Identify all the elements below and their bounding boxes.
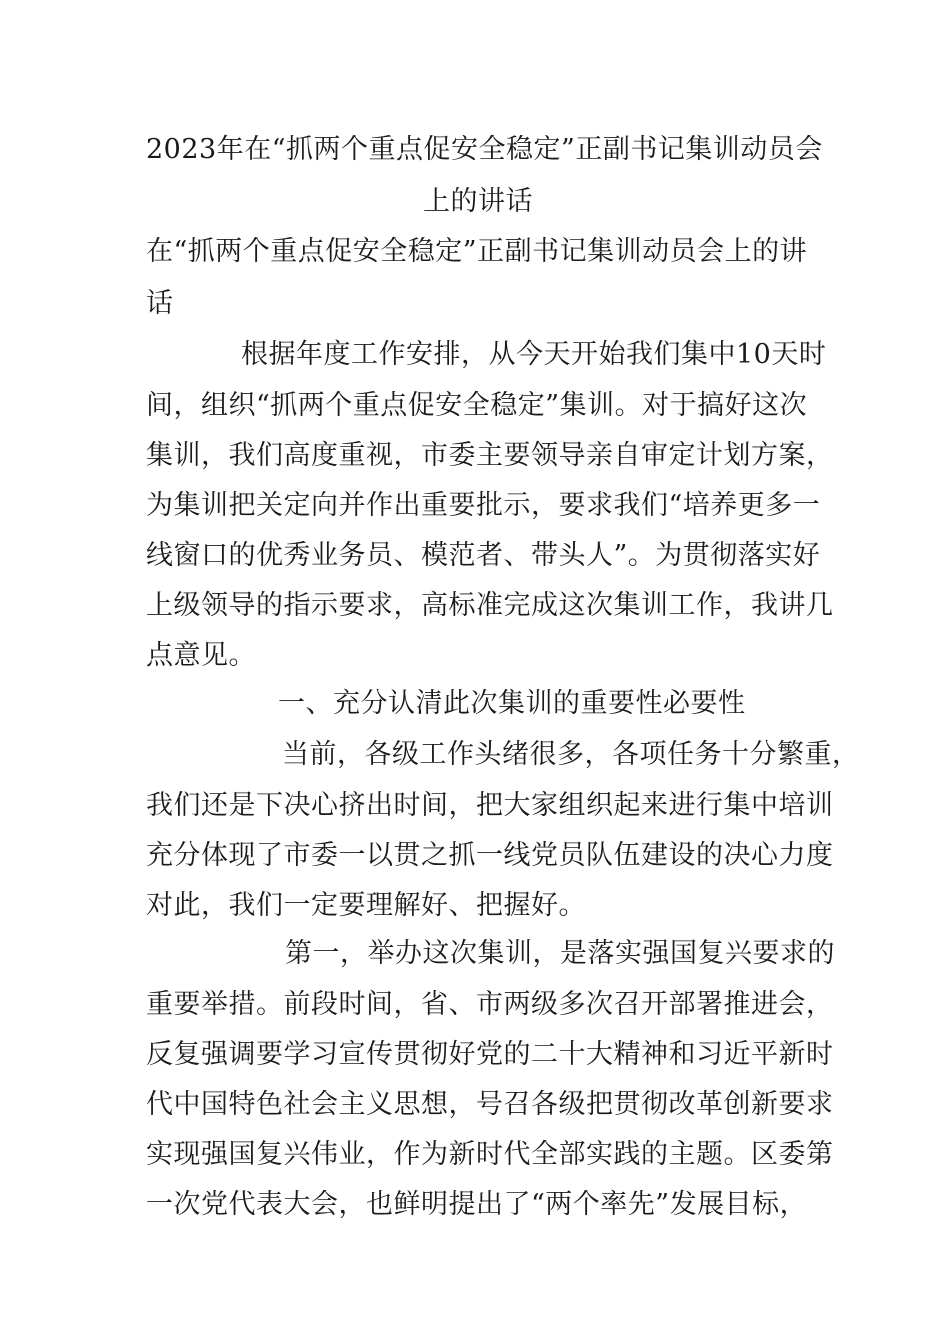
paragraph-1-line: 点意见。 (146, 640, 256, 671)
subtitle-line-2: 话 (146, 288, 174, 319)
section-1-heading: 一、充分认清此次集训的重要性必要性 (278, 688, 746, 719)
paragraph-2-line: 当前，各级工作头绪很多，各项任务十分繁重， (282, 739, 860, 770)
paragraph-1-line: 为集训把关定向并作出重要批示，要求我们“培养更多一 (146, 490, 821, 521)
paragraph-1-line: 间，组织“抓两个重点促安全稳定”集训。对于搞好这次 (146, 390, 808, 421)
paragraph-1-line: 集训，我们高度重视，市委主要领导亲自审定计划方案， (146, 440, 834, 471)
paragraph-1-line: 根据年度工作安排，从今天开始我们集中10天时 (241, 339, 827, 370)
subtitle-line-1: 在“抓两个重点促安全稳定”正副书记集训动员会上的讲 (146, 236, 808, 267)
paragraph-3-line: 重要举措。前段时间，省、市两级多次召开部署推进会， (146, 989, 834, 1020)
paragraph-3-line: 一次党代表大会，也鲜明提出了“两个率先”发展目标， (146, 1189, 808, 1220)
paragraph-3-line: 第一，举办这次集训，是落实强国复兴要求的 (285, 938, 835, 969)
paragraph-1-line: 上级领导的指示要求，高标准完成这次集训工作，我讲几 (146, 590, 834, 621)
paragraph-3-line: 反复强调要学习宣传贯彻好党的二十大精神和习近平新时 (146, 1039, 834, 1070)
paragraph-2-line: 充分体现了市委一以贯之抓一线党员队伍建设的决心力度 (146, 840, 834, 871)
paragraph-2-line: 我们还是下决心挤出时间，把大家组织起来进行集中培训 (146, 790, 834, 821)
paragraph-2-line: 对此，我们一定要理解好、把握好。 (146, 890, 586, 921)
document-title-line-1: 2023年在“抓两个重点促安全稳定”正副书记集训动员会 (146, 134, 823, 165)
paragraph-3-line: 实现强国复兴伟业，作为新时代全部实践的主题。区委第 (146, 1139, 834, 1170)
document-title-line-2: 上的讲话 (423, 186, 533, 217)
paragraph-3-line: 代中国特色社会主义思想，号召各级把贯彻改革创新要求 (146, 1089, 834, 1120)
paragraph-1-line: 线窗口的优秀业务员、模范者、带头人”。为贯彻落实好 (146, 540, 821, 571)
